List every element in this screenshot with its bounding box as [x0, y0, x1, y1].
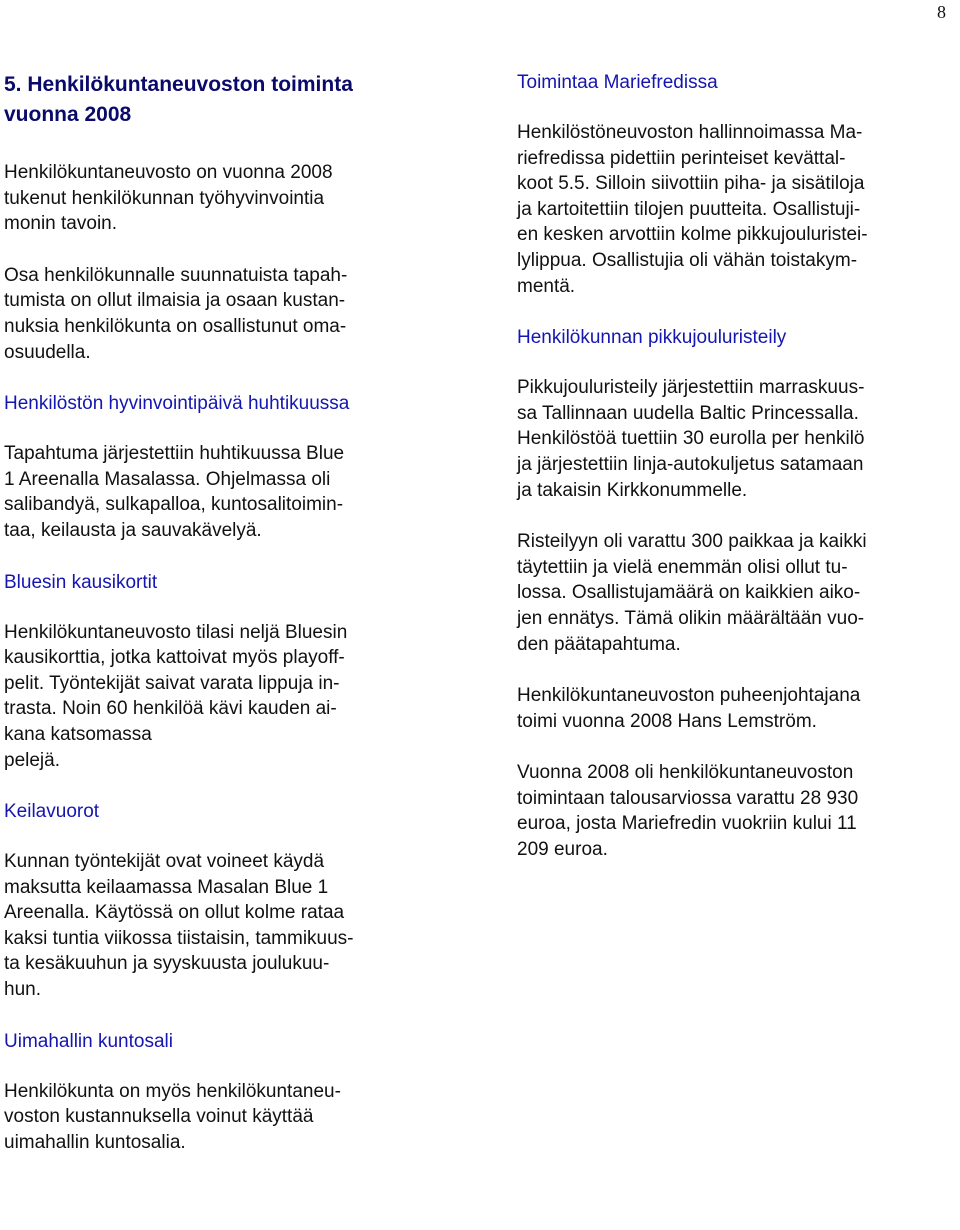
section-paragraph: Vuonna 2008 oli henkilökuntaneuvoston toimintaan talousarviossa varattu 28 930 euroa, josta Mariefredin vuokriin kului 11 209 euroa. — [517, 762, 859, 861]
section-paragraph: Henkilöstöneuvoston hallinnoimassa Ma- riefredissa pidettiin perinteiset kevättal- koot 5.5. Silloin siivottiin piha- ja sisätiloja ja kartoitettiin tilojen puutteita. Osallistuji- en kesken arvottiin kolme pikkujouluristei- lylippua. Osallistujia oli vähän toistakym- mentä. — [517, 122, 868, 297]
section-heading-christmas-cruise: Henkilökunnan pikkujouluristeily — [517, 327, 787, 349]
page-number: 8 — [937, 2, 946, 22]
page-title: 5. Henkilökuntaneuvoston toiminta vuonna 2008 — [4, 73, 353, 126]
section-heading-wellbeing-day: Henkilöstön hyvinvointipäivä huhtikuussa — [4, 393, 350, 415]
intro-paragraph-2: Osa henkilökunnalle suunnatuista tapah- tumista on ollut ilmaisia ja osaan kustan- nuksia henkilökunta on osallistunut oma- osuudella. — [4, 264, 348, 363]
section-heading-blues-season-cards: Bluesin kausikortit — [4, 571, 158, 593]
section-paragraph: Henkilökuntaneuvosto tilasi neljä Bluesin kausikorttia, jotka kattoivat myös playoff- pelit. Työntekijät saivat varata lippuja in- trasta. Noin 60 henkilöä kävi kauden ai- kana katsomassa pelejä. — [4, 621, 348, 771]
section-heading-mariefred: Toimintaa Mariefredissa — [517, 72, 718, 93]
right-column — [517, 70, 957, 889]
intro-paragraph-1: Henkilökuntaneuvosto on vuonna 2008 tukenut henkilökunnan työhyvinvointia monin tavoin. — [4, 162, 333, 235]
section-paragraph: Henkilökunta on myös henkilökuntaneu- voston kustannuksella voinut käyttää uimahallin kuntosalia. — [4, 1080, 341, 1153]
section-paragraph: Henkilökuntaneuvoston puheenjohtajana toimi vuonna 2008 Hans Lemström. — [517, 685, 861, 732]
left-column — [4, 70, 444, 1181]
section-paragraph: Pikkujouluristeily järjestettiin marraskuus- sa Tallinnaan uudella Baltic Princessalla. Henkilöstöä tuettiin 30 eurolla per henkilö ja järjestettiin linja-autokuljetus satamaan ja takaisin Kirkkonummelle. — [517, 377, 865, 501]
section-paragraph: Tapahtuma järjestettiin huhtikuussa Blue 1 Areenalla Masalassa. Ohjelmassa oli salibandyä, sulkapalloa, kuntosalitoimin- taa, keilausta ja sauvakävelyä. — [4, 443, 345, 541]
section-heading-bowling: Keilavuorot — [4, 801, 100, 823]
section-paragraph: Risteilyyn oli varattu 300 paikkaa ja kaikki täytettiin ja vielä enemmän olisi ollut tu- lossa. Osallistujamäärä on kaikkien aiko- jen ennätys. Tämä olikin määrältään vuo- den päätapahtuma. — [517, 531, 867, 655]
section-paragraph: Kunnan työntekijät ovat voineet käydä maksutta keilaamassa Masalan Blue 1 Areenalla. Käytössä on ollut kolme rataa kaksi tuntia viikossa tiistaisin, tammikuus- ta kesäkuuhun ja syyskuusta joulukuu- hun. — [4, 851, 354, 1001]
section-heading-swimming-hall-gym: Uimahallin kuntosali — [4, 1030, 173, 1052]
